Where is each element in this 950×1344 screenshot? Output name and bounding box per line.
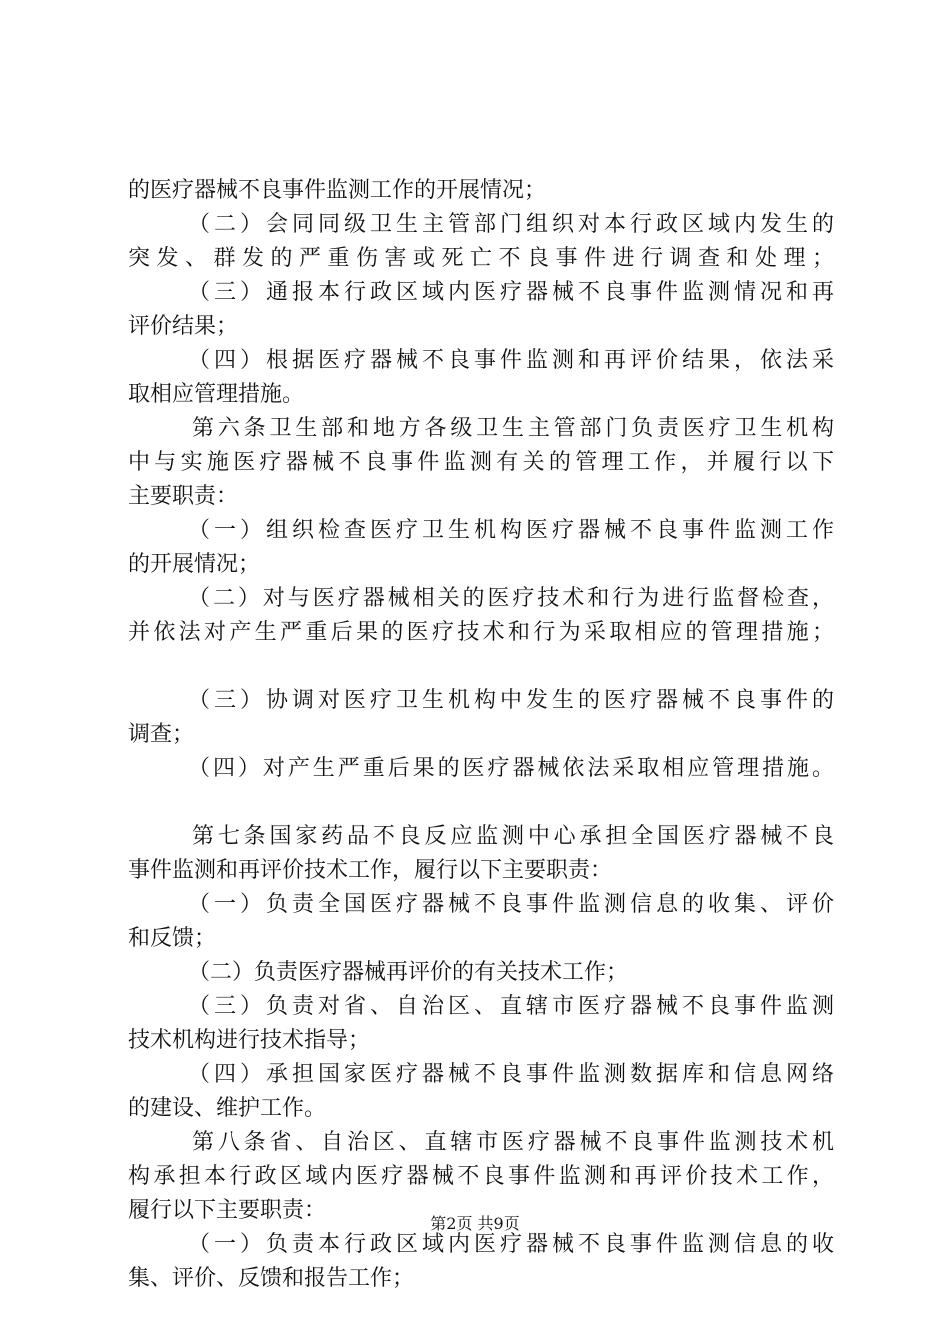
text-line: （二）对与医疗器械相关的医疗技术和行为进行监督检查，: [188, 586, 834, 611]
blank-line: [128, 650, 834, 684]
text-line: 的医疗器械不良事件监测工作的开展情况；: [128, 178, 547, 203]
text-line: 评价结果；: [128, 314, 239, 339]
text-line: 调查；: [128, 722, 195, 747]
text-line: 第七条国家药品不良反应监测中心承担全国医疗器械不良: [192, 824, 834, 849]
text-line: 中与实施医疗器械不良事件监测有关的管理工作，并履行以下: [128, 450, 834, 475]
text-line: 第八条省、自治区、直辖市医疗器械不良事件监测技术机: [192, 1130, 834, 1155]
text-line: （二）负责医疗器械再评价的有关技术工作；: [188, 960, 629, 985]
document-body: [128, 174, 834, 1296]
text-line: 并依法对产生严重后果的医疗技术和行为采取相应的管理措施；: [128, 620, 834, 645]
text-line: 主要职责：: [128, 484, 239, 509]
text-line: （一）负责全国医疗器械不良事件监测信息的收集、评价: [188, 892, 834, 917]
text-line: （四）对产生严重后果的医疗器械依法采取相应管理措施。: [188, 756, 834, 781]
text-line: （三）负责对省、自治区、直辖市医疗器械不良事件监测: [188, 994, 834, 1019]
text-line: 突发、群发的严重伤害或死亡不良事件进行调查和处理；: [128, 246, 834, 271]
text-line: 的建设、维护工作。: [128, 1096, 327, 1121]
page-footer: [0, 1213, 950, 1235]
text-line: 构承担本行政区域内医疗器械不良事件监测和再评价技术工作，: [128, 1164, 834, 1189]
text-line: 和反馈；: [128, 926, 217, 951]
text-line: 取相应管理措施。: [128, 382, 305, 407]
text-line: （一）负责本行政区域内医疗器械不良事件监测信息的收: [188, 1232, 834, 1257]
page-number-label: 第2页 共9页: [430, 1214, 520, 1233]
text-line: 事件监测和再评价技术工作，履行以下主要职责：: [128, 858, 613, 883]
text-line: 的开展情况；: [128, 552, 261, 577]
text-line: （二）会同同级卫生主管部门组织对本行政区域内发生的: [188, 212, 834, 237]
text-line: 技术机构进行技术指导；: [128, 1028, 371, 1053]
blank-line: [128, 786, 834, 820]
text-line: 第六条卫生部和地方各级卫生主管部门负责医疗卫生机构: [192, 416, 834, 441]
text-line: 履行以下主要职责：: [128, 1198, 327, 1223]
text-line: （三）通报本行政区域内医疗器械不良事件监测情况和再: [188, 280, 834, 305]
text-line: （四）根据医疗器械不良事件监测和再评价结果，依法采: [188, 348, 834, 373]
text-line: （四）承担国家医疗器械不良事件监测数据库和信息网络: [188, 1062, 834, 1087]
text-line: 集、评价、反馈和报告工作；: [128, 1266, 415, 1291]
text-line: （三）协调对医疗卫生机构中发生的医疗器械不良事件的: [188, 688, 834, 713]
text-line: （一）组织检查医疗卫生机构医疗器械不良事件监测工作: [188, 518, 834, 543]
